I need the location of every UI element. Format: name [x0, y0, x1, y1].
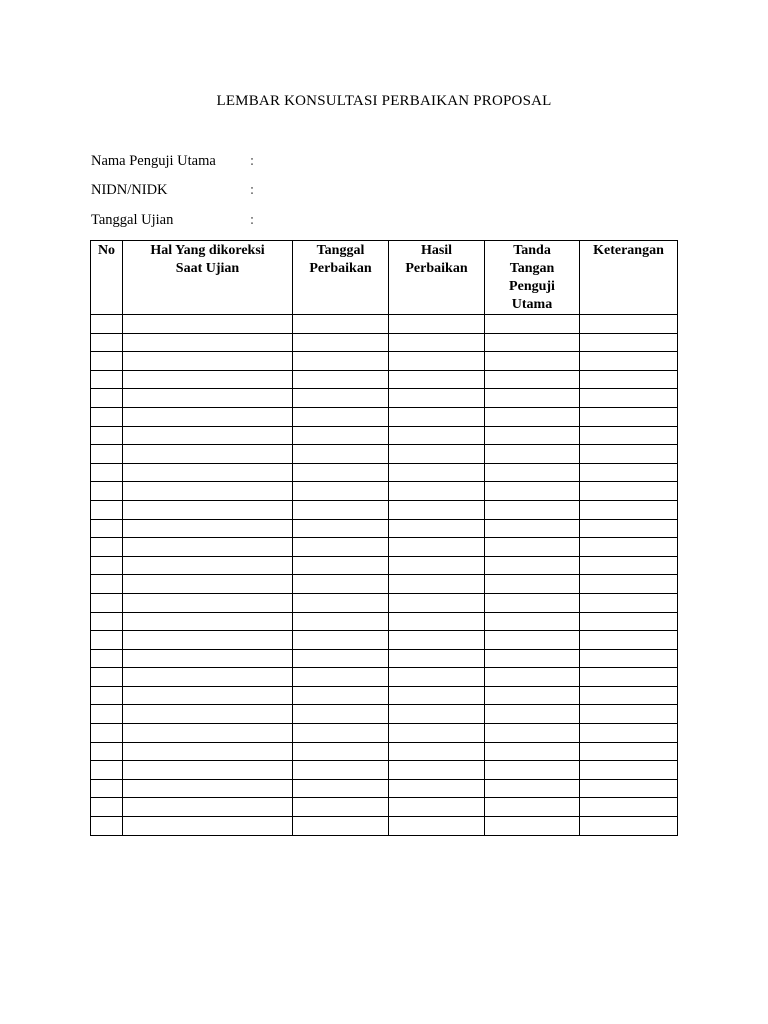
table-cell	[293, 575, 389, 594]
table-row	[91, 500, 678, 519]
table-cell	[123, 761, 293, 780]
table-cell	[91, 668, 123, 687]
table-cell	[123, 538, 293, 557]
table-cell	[389, 556, 485, 575]
table-cell	[485, 463, 580, 482]
table-cell	[91, 817, 123, 836]
table-row	[91, 817, 678, 836]
table-cell	[580, 761, 678, 780]
table-row	[91, 668, 678, 687]
table-cell	[389, 352, 485, 371]
table-cell	[485, 649, 580, 668]
table-cell	[91, 482, 123, 501]
table-row	[91, 407, 678, 426]
header-tanda-tangan	[485, 241, 580, 315]
table-cell	[91, 779, 123, 798]
field-label: Tanggal Ujian	[91, 212, 174, 228]
table-row	[91, 482, 678, 501]
table-cell	[293, 612, 389, 631]
table-row	[91, 705, 678, 724]
table-cell	[580, 686, 678, 705]
table-cell	[580, 538, 678, 557]
field-tanggal-ujian	[91, 212, 351, 232]
header-line: Hasil	[420, 243, 453, 258]
table-cell	[293, 407, 389, 426]
table-cell	[293, 593, 389, 612]
table-cell	[580, 482, 678, 501]
table-row	[91, 612, 678, 631]
table-cell	[91, 407, 123, 426]
table-cell	[91, 798, 123, 817]
table-header-row	[91, 241, 678, 315]
table-row	[91, 798, 678, 817]
table-cell	[91, 724, 123, 743]
table-cell	[91, 686, 123, 705]
table-cell	[123, 482, 293, 501]
table-row	[91, 370, 678, 389]
table-cell	[485, 742, 580, 761]
table-cell	[389, 407, 485, 426]
table-cell	[389, 724, 485, 743]
header-keterangan	[580, 241, 678, 315]
table-cell	[389, 649, 485, 668]
header-hasil-perbaikan	[389, 241, 485, 315]
table-cell	[485, 519, 580, 538]
table-row	[91, 686, 678, 705]
table-cell	[123, 779, 293, 798]
consultation-table	[90, 240, 678, 836]
table-cell	[91, 389, 123, 408]
table-cell	[389, 705, 485, 724]
table-cell	[580, 724, 678, 743]
table-cell	[580, 742, 678, 761]
table-cell	[123, 556, 293, 575]
table-cell	[123, 705, 293, 724]
table-cell	[580, 463, 678, 482]
table-body	[91, 315, 678, 836]
table-cell	[580, 333, 678, 352]
table-cell	[580, 631, 678, 650]
table-cell	[389, 370, 485, 389]
table-cell	[123, 463, 293, 482]
table-cell	[485, 445, 580, 464]
table-cell	[293, 556, 389, 575]
table-cell	[580, 370, 678, 389]
table-cell	[485, 686, 580, 705]
table-cell	[91, 761, 123, 780]
table-cell	[580, 668, 678, 687]
table-cell	[389, 631, 485, 650]
table-cell	[580, 315, 678, 334]
table-cell	[580, 593, 678, 612]
table-cell	[389, 445, 485, 464]
header-line: Tangan	[509, 261, 555, 276]
table-row	[91, 761, 678, 780]
table-cell	[389, 593, 485, 612]
table-cell	[123, 500, 293, 519]
table-cell	[293, 817, 389, 836]
field-nidn-nidk	[91, 182, 351, 202]
table-cell	[293, 705, 389, 724]
table-cell	[293, 352, 389, 371]
table-cell	[123, 426, 293, 445]
table-cell	[485, 593, 580, 612]
table-cell	[123, 742, 293, 761]
table-cell	[91, 315, 123, 334]
table-cell	[293, 370, 389, 389]
table-cell	[91, 500, 123, 519]
field-separator: :	[250, 182, 255, 198]
table-row	[91, 779, 678, 798]
header-line: Utama	[511, 297, 553, 312]
table-cell	[580, 705, 678, 724]
table-row	[91, 538, 678, 557]
table-cell	[580, 556, 678, 575]
field-label: Nama Penguji Utama	[91, 153, 216, 169]
table-cell	[485, 575, 580, 594]
table-cell	[485, 761, 580, 780]
header-line: Saat Ujian	[175, 261, 240, 276]
table-cell	[580, 519, 678, 538]
table-row	[91, 426, 678, 445]
table-cell	[580, 407, 678, 426]
table-cell	[485, 500, 580, 519]
table-row	[91, 575, 678, 594]
table-cell	[123, 612, 293, 631]
table-cell	[91, 575, 123, 594]
table-cell	[485, 370, 580, 389]
table-row	[91, 593, 678, 612]
table-cell	[580, 500, 678, 519]
header-line: Perbaikan	[405, 261, 468, 276]
header-line: Perbaikan	[309, 261, 372, 276]
table-cell	[123, 724, 293, 743]
table-cell	[580, 426, 678, 445]
table-cell	[91, 612, 123, 631]
table-cell	[91, 463, 123, 482]
header-line: Hal Yang dikoreksi	[150, 243, 265, 258]
table-cell	[389, 668, 485, 687]
table-cell	[389, 463, 485, 482]
table-cell	[123, 817, 293, 836]
table-cell	[389, 612, 485, 631]
table-cell	[389, 575, 485, 594]
field-nama-penguji	[91, 153, 351, 173]
table-cell	[293, 686, 389, 705]
table-cell	[389, 742, 485, 761]
table-cell	[580, 779, 678, 798]
table-cell	[91, 519, 123, 538]
table-cell	[293, 538, 389, 557]
table-row	[91, 742, 678, 761]
table-cell	[485, 389, 580, 408]
table-cell	[91, 593, 123, 612]
table-cell	[389, 482, 485, 501]
header-no	[91, 241, 123, 315]
table-cell	[389, 817, 485, 836]
table-row	[91, 445, 678, 464]
table-cell	[123, 445, 293, 464]
table-cell	[293, 500, 389, 519]
table-cell	[91, 370, 123, 389]
table-cell	[485, 352, 580, 371]
table-cell	[293, 631, 389, 650]
table-cell	[123, 519, 293, 538]
table-cell	[485, 556, 580, 575]
table-row	[91, 519, 678, 538]
table-cell	[389, 779, 485, 798]
table-cell	[580, 352, 678, 371]
table-cell	[580, 575, 678, 594]
table-cell	[91, 445, 123, 464]
table-row	[91, 631, 678, 650]
table-cell	[293, 668, 389, 687]
table-cell	[389, 686, 485, 705]
table-row	[91, 649, 678, 668]
table-cell	[389, 798, 485, 817]
header-line: Tanda	[513, 243, 551, 258]
table-cell	[580, 445, 678, 464]
table-row	[91, 315, 678, 334]
table-row	[91, 724, 678, 743]
table-cell	[293, 779, 389, 798]
table-cell	[91, 352, 123, 371]
table-cell	[293, 798, 389, 817]
table-cell	[389, 500, 485, 519]
table-cell	[123, 315, 293, 334]
table-cell	[91, 556, 123, 575]
table-row	[91, 463, 678, 482]
table-cell	[485, 631, 580, 650]
table-cell	[580, 649, 678, 668]
table-cell	[485, 817, 580, 836]
table-cell	[485, 426, 580, 445]
table-cell	[485, 705, 580, 724]
table-cell	[485, 407, 580, 426]
table-cell	[123, 798, 293, 817]
table-cell	[389, 426, 485, 445]
table-cell	[293, 389, 389, 408]
table-cell	[293, 463, 389, 482]
table-cell	[91, 631, 123, 650]
table-cell	[485, 668, 580, 687]
table-cell	[91, 649, 123, 668]
header-line: Penguji	[509, 279, 555, 294]
table-cell	[123, 631, 293, 650]
table-cell	[293, 315, 389, 334]
table-cell	[123, 389, 293, 408]
table-cell	[485, 538, 580, 557]
table-cell	[91, 333, 123, 352]
table-cell	[91, 705, 123, 724]
table-cell	[91, 538, 123, 557]
table-cell	[91, 742, 123, 761]
table-cell	[485, 779, 580, 798]
table-cell	[293, 761, 389, 780]
field-separator: :	[250, 212, 255, 228]
table-cell	[389, 538, 485, 557]
table-cell	[293, 724, 389, 743]
table-cell	[389, 333, 485, 352]
table-cell	[485, 612, 580, 631]
table-cell	[123, 352, 293, 371]
table-cell	[123, 686, 293, 705]
field-label: NIDN/NIDK	[91, 182, 168, 198]
table-cell	[293, 649, 389, 668]
table-cell	[123, 668, 293, 687]
table-cell	[91, 426, 123, 445]
table-cell	[293, 519, 389, 538]
table-cell	[389, 519, 485, 538]
table-row	[91, 389, 678, 408]
table-cell	[580, 798, 678, 817]
table-cell	[123, 407, 293, 426]
table-cell	[293, 426, 389, 445]
header-line: Tanggal	[316, 243, 365, 258]
table-cell	[485, 315, 580, 334]
table-cell	[485, 333, 580, 352]
table-cell	[293, 445, 389, 464]
table-row	[91, 556, 678, 575]
table-cell	[293, 742, 389, 761]
header-hal-dikoreksi	[123, 241, 293, 315]
table-row	[91, 333, 678, 352]
field-separator: :	[250, 153, 255, 169]
table-cell	[580, 389, 678, 408]
table-cell	[123, 649, 293, 668]
table-cell	[389, 315, 485, 334]
table-cell	[293, 333, 389, 352]
table-cell	[123, 575, 293, 594]
table-cell	[485, 724, 580, 743]
table-row	[91, 352, 678, 371]
table-cell	[580, 612, 678, 631]
table-cell	[485, 482, 580, 501]
table-cell	[389, 389, 485, 408]
table-cell	[123, 593, 293, 612]
table-cell	[293, 482, 389, 501]
header-tanggal-perbaikan	[293, 241, 389, 315]
document-title: LEMBAR KONSULTASI PERBAIKAN PROPOSAL	[216, 93, 552, 109]
table-cell	[123, 370, 293, 389]
header-line: No	[97, 243, 116, 258]
table-cell	[389, 761, 485, 780]
table-cell	[580, 817, 678, 836]
table-cell	[485, 798, 580, 817]
table-cell	[123, 333, 293, 352]
header-line: Keterangan	[593, 243, 664, 258]
